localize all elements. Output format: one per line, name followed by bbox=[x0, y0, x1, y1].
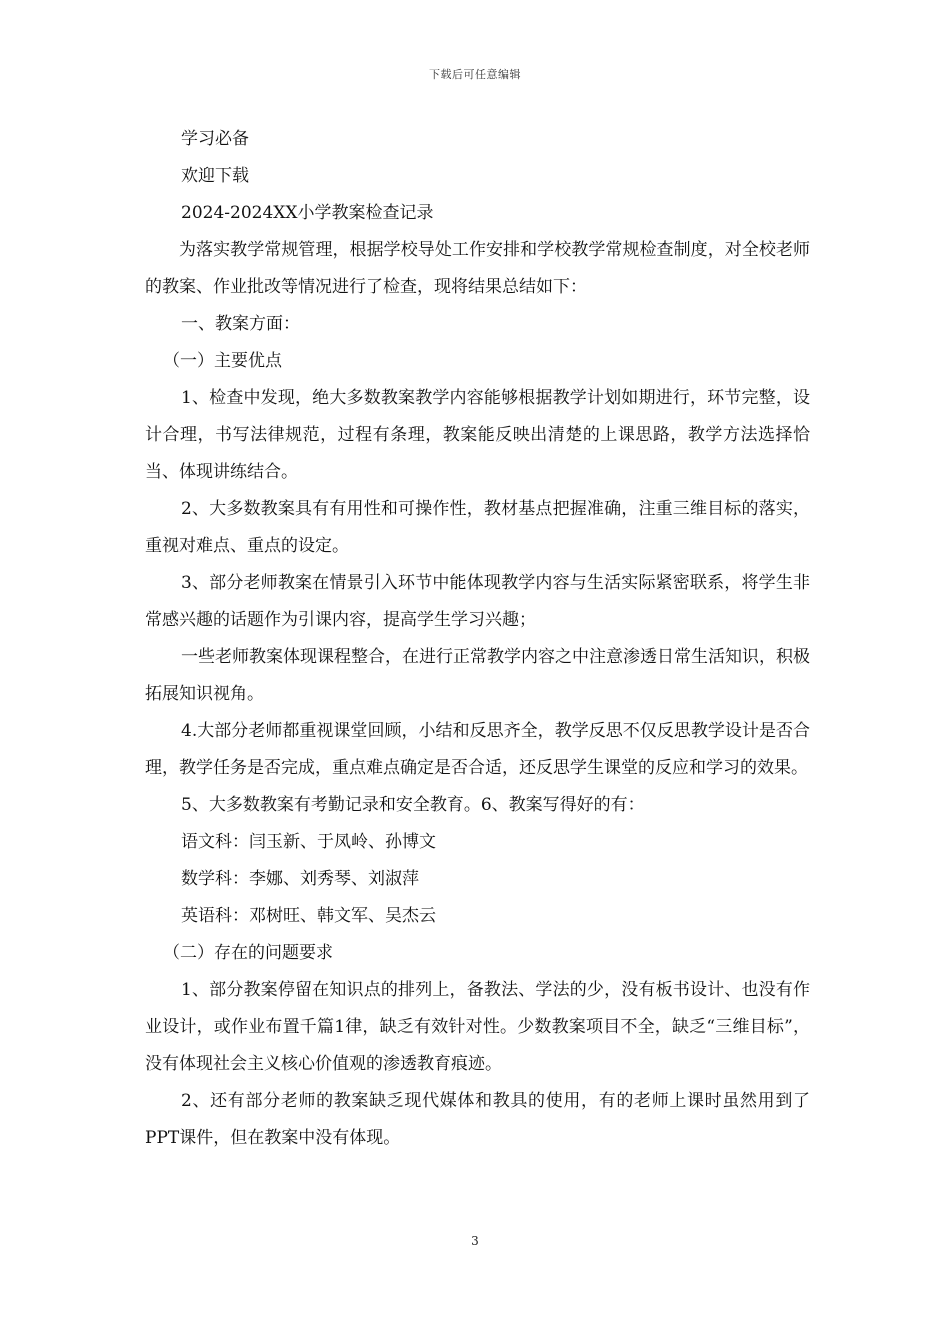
document-title: 2024-2024XX小学教案检查记录 bbox=[181, 203, 434, 223]
paragraph-strength-5-6: 5、大多数教案有考勤记录和安全教育。6、教案写得好的有： bbox=[181, 795, 645, 815]
section-heading-lesson-plans: 一、教案方面： bbox=[181, 314, 300, 334]
subheading-problems: （二）存在的问题要求 bbox=[163, 943, 333, 963]
paragraph-strength-4: 4.大部分老师都重视课堂回顾，小结和反思齐全，教学反思不仅反思教学设计是否合理，教学任务是否完成，重点难点确定是否合适，还反思学生课堂的反应和学习的效果。 bbox=[145, 721, 810, 778]
paragraph-strength-3: 3、部分老师教案在情景引入环节中能体现教学内容与生活实际紧密联系，将学生非常感兴趣的话题作为引课内容，提高学生学习兴趣； bbox=[145, 573, 810, 630]
paragraph-curriculum-integration: 一些老师教案体现课程整合，在进行正常教学内容之中注意渗透日常生活知识，积极拓展知识视角。 bbox=[145, 647, 810, 704]
list-item-chinese-teachers: 语文科：闫玉新、于凤岭、孙博文 bbox=[181, 832, 436, 852]
paragraph-intro: 为落实教学常规管理，根据学校导处工作安排和学校教学常规检查制度，对全校老师的教案、作业批改等情况进行了检查，现将结果总结如下： bbox=[145, 240, 810, 297]
list-item-english-teachers: 英语科：邓树旺、韩文军、吴杰云 bbox=[181, 906, 436, 926]
paragraph-problem-1: 1、部分教案停留在知识点的排列上，备教法、学法的少，没有板书设计、也没有作业设计，或作业布置千篇1律，缺乏有效针对性。少数教案项目不全，缺乏“三维目标”，没有体现社会主义核心价值观的渗透教育痕迹。 bbox=[145, 980, 810, 1074]
paragraph-welcome-download: 欢迎下载 bbox=[181, 166, 249, 186]
document-body bbox=[145, 121, 810, 1157]
paragraph-strength-1: 1、检查中发现，绝大多数教案教学内容能够根据教学计划如期进行，环节完整，设计合理，书写法律规范，过程有条理，教案能反映出清楚的上课思路，教学方法选择恰当、体现讲练结合。 bbox=[145, 388, 810, 482]
paragraph-problem-2: 2、还有部分老师的教案缺乏现代媒体和教具的使用，有的老师上课时虽然用到了PPT课件，但在教案中没有体现。 bbox=[145, 1091, 810, 1148]
paragraph-study-essential: 学习必备 bbox=[181, 129, 249, 149]
page-number: 3 bbox=[471, 1234, 479, 1248]
list-item-math-teachers: 数学科：李娜、刘秀琴、刘淑萍 bbox=[181, 869, 419, 889]
page-header: 下载后可任意编辑 bbox=[429, 68, 521, 81]
subheading-main-strengths: （一）主要优点 bbox=[163, 351, 282, 371]
paragraph-strength-2: 2、大多数教案具有有用性和可操作性，教材基点把握准确，注重三维目标的落实，重视对难点、重点的设定。 bbox=[145, 499, 810, 556]
